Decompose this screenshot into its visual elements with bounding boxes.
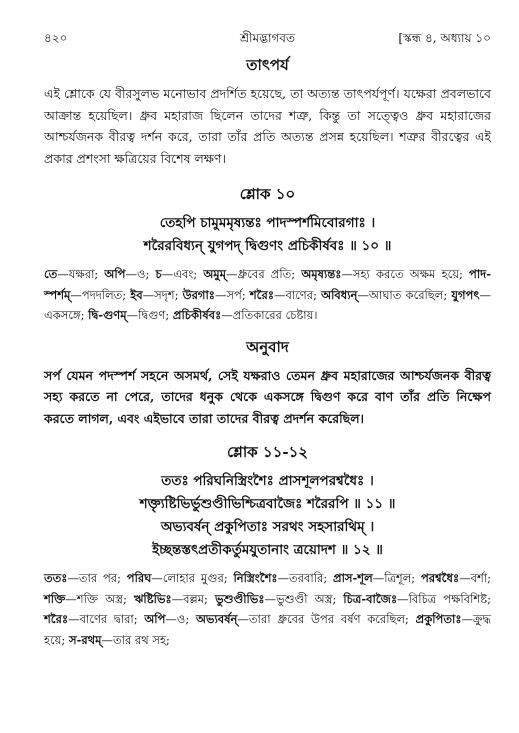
verse-12-line-2: ইচ্ছন্তস্তৎপ্রতীকর্তুমযুতানাং ত্রয়োদশ ॥ ১২ ॥ — [152, 542, 383, 558]
page-number: ৪২০ — [44, 31, 68, 45]
verse-11-line-2: শক্ত্যৃষ্টিভির্ভুশুণ্ডীভিশ্চিত্রবাজৈঃ শরৈরপি ॥ ১১ ॥ — [139, 496, 396, 512]
verse-10-line-2: শরৈরবিধ্যন্ যুগপদ্ দ্বিগুণং প্রচিকীর্ষবঃ ॥ ১০ ॥ — [143, 238, 392, 254]
synonym-meaning: —তার পর; — [67, 571, 127, 585]
synonym-meaning: —বর্শা; — [459, 571, 491, 585]
synonym-word: অপি — [104, 267, 126, 281]
synonym-word: চ — [155, 267, 162, 281]
synonym-word: শরৈঃ — [249, 287, 274, 302]
synonym-meaning: —সদৃশ; — [142, 287, 183, 302]
synonym-meaning: —লোহার মুগুর; — [151, 571, 234, 585]
synonym-meaning: —সর্প; — [214, 287, 250, 302]
synonym-word: ততঃ — [44, 571, 68, 585]
purport-heading: তাৎপর্য — [246, 56, 289, 74]
synonym-word: অবিধ্যন্ — [321, 287, 358, 302]
synonym-meaning: —বাণের দ্বারা; — [68, 612, 145, 626]
synonym-word: যুগপৎ — [451, 287, 480, 302]
synonym-meaning: —ত্রিশূল; — [372, 571, 421, 585]
synonym-meaning: —বাণের; — [273, 287, 322, 302]
synonym-word: অপি — [144, 612, 166, 626]
translation-heading: অনুবাদ — [246, 337, 289, 356]
synonym-word: পরশ্বধৈঃ — [420, 571, 460, 585]
synonym-word: দ্বি-গুণম্ — [88, 308, 127, 322]
synonym-meaning: —তারা ধ্রুবের উপর বর্ষণ করেছিল; — [237, 612, 416, 626]
synonym-word: অমুম্ — [203, 267, 227, 281]
synonym-meaning: —ধ্রুবের প্রতি; — [226, 267, 302, 281]
synonym-meaning: —আঘাত করেছিল; — [357, 287, 452, 302]
verse-11-12-heading: শ্লোক ১১-১২ — [226, 443, 309, 461]
synonym-word: ঋষ্টিভিঃ — [133, 591, 172, 606]
synonym-word: ইব — [130, 287, 143, 302]
synonym-meaning: —যক্ষরা; — [57, 267, 105, 281]
synonym-word: নিস্ত্রিংশৈঃ — [233, 571, 278, 585]
page-header — [44, 0, 491, 44]
purport-text: এই শ্লোকে যে বীরসুলভ মনোভাব প্রদর্শিত হয়েছে, তা অত্যন্ত তাৎপর্যপূর্ণ। যক্ষেরা প্রবলভাবে আক্রান্ত হয়েছিল। ধ্রুব মহারাজ ছিলেন তাদের শত্রু, কিন্তু তা সত্ত্বেও ধ্রুব মহারাজের আশ্চর্যজনক বীরত্ব দর্শন করে, তারা তাঁর প্রতি অত্যন্ত প্রসন্ন হয়েছিল। শত্রুর বীরত্বের এই প্রকার প্রশংসা ক্ষত্রিয়ের বিশেষ লক্ষণ। — [44, 86, 491, 166]
book-title: শ্রীমদ্ভাগবত — [239, 31, 295, 45]
synonym-meaning: —তার রথ সহ; — [101, 632, 170, 647]
synonym-word: শক্তি — [44, 591, 66, 606]
synonym-meaning: —বল্লম; — [171, 591, 215, 606]
synonym-word: পাদ-স্পর্শম্ — [44, 267, 491, 302]
synonym-word: তে — [44, 267, 58, 281]
synonym-meaning: —ও; — [165, 612, 196, 626]
synonym-word: চিত্র-বাজৈঃ — [343, 591, 398, 606]
synonym-meaning: —একসঙ্গে; — [44, 287, 491, 322]
verse-11-line-1: ততঃ পরিঘনিস্ত্রিংশৈঃ প্রাসশূলপরশ্বধৈঃ । — [161, 473, 374, 489]
synonym-meaning: —প্রতিকারের চেষ্টায়। — [221, 308, 318, 322]
synonym-word: স-রথম্ — [68, 632, 102, 647]
synonym-meaning: —ও; — [125, 267, 156, 281]
synonym-word: শরৈঃ — [44, 612, 69, 626]
synonym-meaning: —দ্বিগুণ; — [126, 308, 173, 322]
synonym-word: পরিঘ — [126, 571, 152, 585]
chapter-reference: [স্কন্ধ ৪, অধ্যায় ১০ — [398, 31, 491, 45]
synonym-meaning: —তরবারি; — [277, 571, 334, 585]
synonym-meaning: —পদদলিত; — [70, 287, 131, 302]
synonym-meaning: —এবং; — [161, 267, 204, 281]
synonym-meaning: —ক্রুদ্ধ হয়ে; — [44, 612, 492, 647]
synonym-meaning: —বিচিত্র পক্ষবিশিষ্ট; — [397, 591, 491, 606]
synonym-word: উরগাঃ — [182, 287, 215, 302]
verse-12-line-1: অভ্যবর্ষন্ প্রকুপিতাঃ সরথং সহসারথিম্ । — [160, 519, 375, 535]
synonym-word: অমৃষ্যন্তঃ — [301, 267, 342, 281]
synonym-meaning: —সহ্য করতে অক্ষম হয়ে; — [341, 267, 470, 281]
synonym-word: ভুশুণ্ডীভিঃ — [215, 591, 265, 606]
verse-11-12-synonyms — [44, 568, 491, 650]
synonym-word: প্রচিকীর্ষবঃ — [172, 308, 222, 322]
synonym-word: প্রাস-শূল — [333, 571, 373, 585]
verse-10-synonyms — [44, 264, 491, 326]
verse-10-line-1: তেহপি চামুমমৃষ্যন্তঃ পাদস্পর্শমিবোরগাঃ । — [159, 215, 376, 231]
translation-text: সর্প যেমন পদস্পর্শ সহনে অসমর্থ, সেই যক্ষরাও তেমন ধ্রুব মহারাজের আশ্চর্যজনক বীরত্ব সহ্য করতে না পেরে, তাদের ধনুক থেকে একসঙ্গে দ্বিগুণ করে বাণ তাঁর প্রতি নিক্ষেপ করতে লাগল, এবং এইভাবে তারা তাদের বীরত্ব প্রদর্শন করেছিল। — [44, 367, 491, 426]
verse-10-heading: শ্লোক ১০ — [239, 185, 296, 203]
synonym-word: অভ্যবর্ষন্ — [195, 612, 238, 626]
synonym-meaning: —শক্তি অস্ত্র; — [65, 591, 134, 606]
synonym-meaning: —ভুশুণ্ডী অস্ত্র; — [264, 591, 344, 606]
synonym-word: প্রকুপিতাঃ — [415, 612, 462, 626]
